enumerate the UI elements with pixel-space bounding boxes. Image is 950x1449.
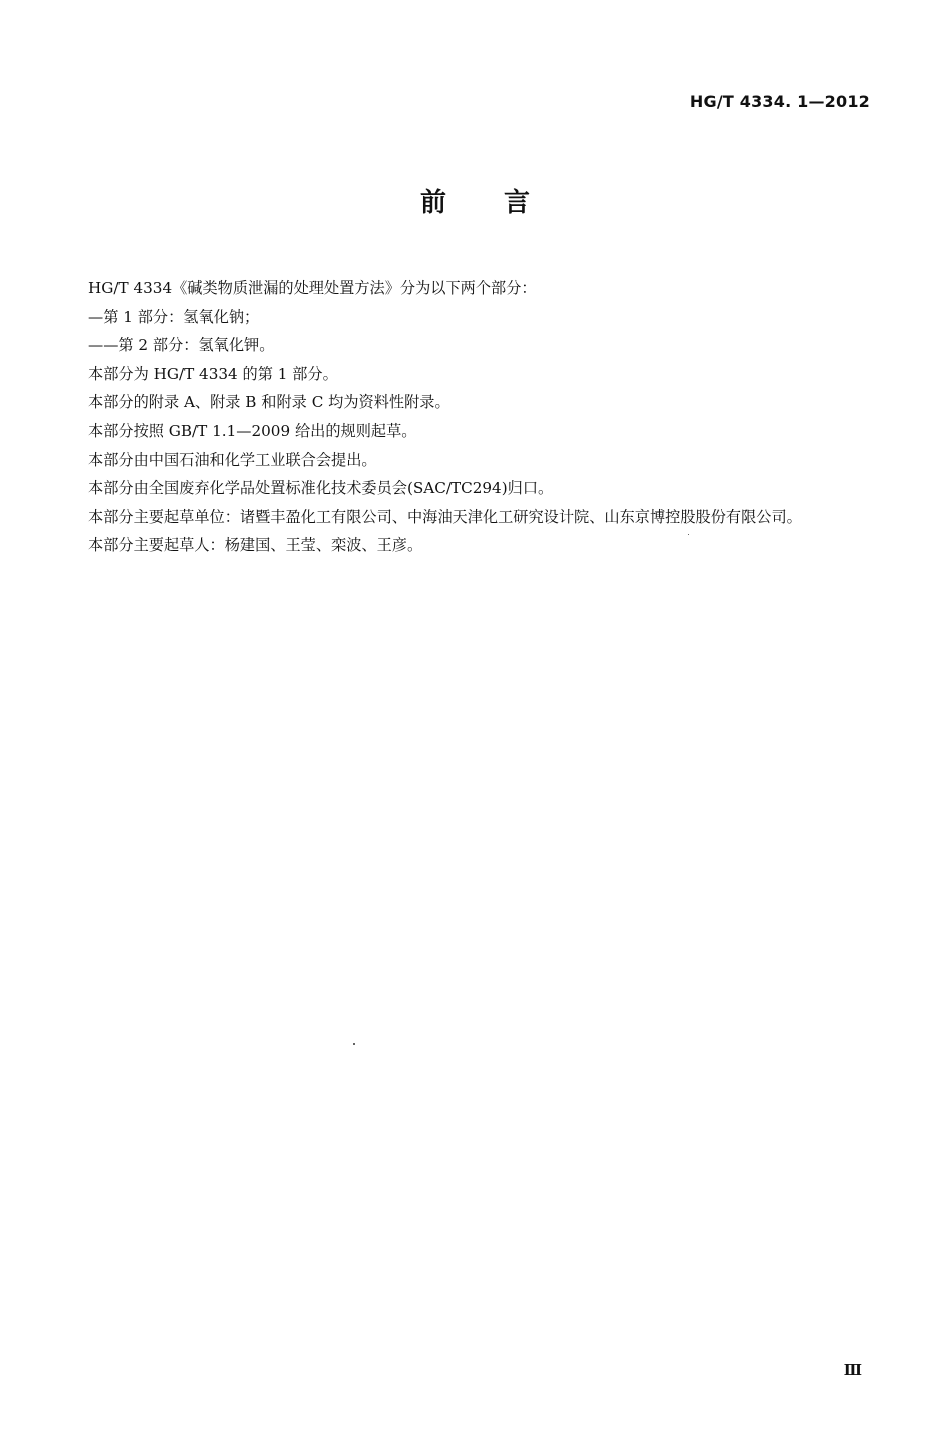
- paragraph-centralized-by: 本部分由全国废弃化学品处置标准化技术委员会(SAC/TC294)归口。: [88, 479, 554, 498]
- paragraph-annexes: 本部分的附录 A、附录 B 和附录 C 均为资料性附录。: [88, 393, 450, 412]
- standard-code: HG/T 4334. 1—2012: [689, 92, 870, 111]
- page-title: 前言: [419, 188, 588, 218]
- scan-speck: [688, 534, 689, 535]
- paragraph-this-part: 本部分为 HG/T 4334 的第 1 部分。: [88, 364, 338, 383]
- scan-speck: [353, 1043, 355, 1045]
- paragraph-parts-intro: HG/T 4334《碱类物质泄漏的处理处置方法》分为以下两个部分：: [88, 279, 537, 297]
- paragraph-drafters: 本部分主要起草人：杨建国、王莹、栾波、王彦。: [88, 536, 423, 555]
- page-number: Ⅲ: [843, 1361, 862, 1379]
- paragraph-part-2: ——第 2 部分：氢氧化钾。: [88, 336, 275, 355]
- paragraph-part-1: —第 1 部分：氢氧化钠；: [88, 307, 260, 326]
- paragraph-drafting-rules: 本部分按照 GB/T 1.1—2009 给出的规则起草。: [88, 421, 417, 440]
- document-body: [54, 274, 870, 560]
- paragraph-drafting-units: 本部分主要起草单位：诸暨丰盈化工有限公司、中海油天津化工研究设计院、山东京博控股股份有限公司。: [88, 507, 802, 526]
- paragraph-proposed-by: 本部分由中国石油和化学工业联合会提出。: [88, 450, 377, 469]
